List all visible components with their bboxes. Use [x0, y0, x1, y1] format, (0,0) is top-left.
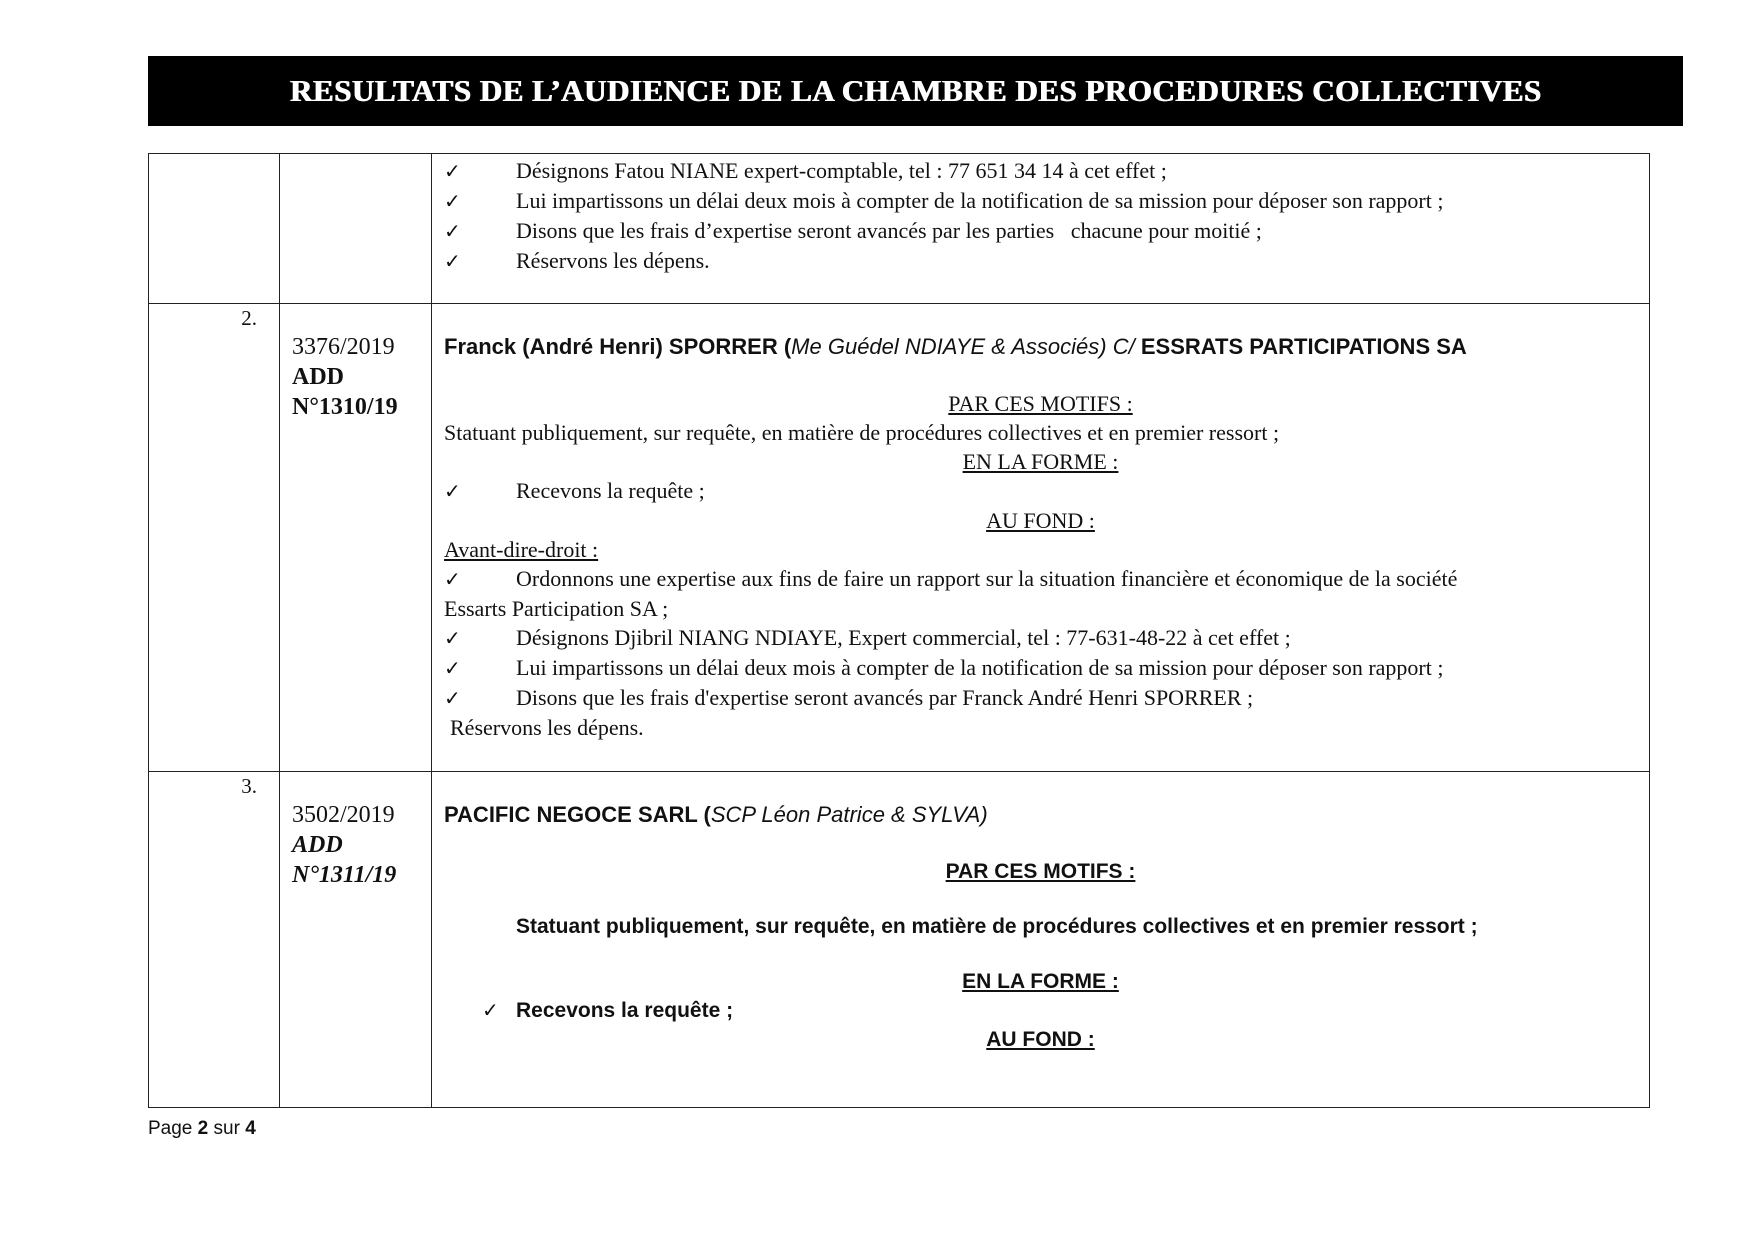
- row-ref-cell: [280, 772, 432, 1108]
- check-icon: ✓: [444, 159, 461, 183]
- check-icon: ✓: [444, 249, 461, 273]
- list-item: ✓ Lui impartissons un délai deux mois à compter de la notification de sa mission pour déposer son rapport ;: [444, 653, 1637, 683]
- case-add-number: N°1311/19: [292, 862, 397, 888]
- row-ref-cell: [280, 304, 432, 772]
- forme-heading: EN LA FORME :: [962, 970, 1119, 993]
- table-row: [149, 154, 1650, 304]
- row-content-cell: [432, 772, 1650, 1108]
- reservons-text: Réservons les dépens.: [450, 715, 644, 740]
- statuant-text: Statuant publiquement, sur requête, en matière de procédures collectives et en premier ressort ;: [444, 420, 1280, 445]
- case-add-number: N°1310/19: [292, 394, 398, 420]
- forme-heading: EN LA FORME :: [962, 449, 1119, 474]
- page-footer: Page 2 sur 4: [148, 1118, 256, 1139]
- party-line: Franck (André Henri) SPORRER (Me Guédel NDIAYE & Associés) C/ ESSRATS PARTICIPATIONS SA: [444, 334, 1467, 359]
- list-item: ✓ Ordonnons une expertise aux fins de faire un rapport sur la situation financière et économique de la société: [444, 564, 1637, 594]
- row-ref-cell: [280, 154, 432, 304]
- row-number-cell: [149, 772, 280, 1108]
- list-item: ✓ Disons que les frais d'expertise seront avancés par Franck André Henri SPORRER ;: [444, 683, 1637, 713]
- row-number: 3.: [241, 774, 257, 798]
- case-add-label: ADD: [292, 832, 343, 858]
- row-content-cell: [432, 304, 1650, 772]
- list-item: ✓ Réservons les dépens.: [444, 246, 1637, 276]
- check-icon: ✓: [444, 686, 461, 710]
- check-icon: ✓: [444, 656, 461, 680]
- fond-heading: AU FOND :: [986, 508, 1095, 533]
- table-row: [149, 304, 1650, 772]
- fond-heading: AU FOND :: [986, 1028, 1095, 1051]
- motifs-heading: PAR CES MOTIFS :: [945, 860, 1136, 883]
- check-icon: ✓: [444, 567, 461, 591]
- list-item: ✓ Recevons la requête ;: [444, 476, 1637, 506]
- results-table: [148, 153, 1650, 1108]
- page-banner: [148, 56, 1683, 126]
- table-row: [149, 772, 1650, 1108]
- case-number: 3502/2019: [292, 802, 395, 828]
- check-icon: ✓: [482, 998, 499, 1022]
- row-number-cell: [149, 154, 280, 304]
- row-number: 2.: [241, 306, 257, 330]
- check-icon: ✓: [444, 189, 461, 213]
- avant-dire-droit: Avant-dire-droit :: [444, 537, 599, 562]
- case-number: 3376/2019: [292, 334, 395, 360]
- row-number-cell: [149, 304, 280, 772]
- banner-title: RESULTATS DE L’AUDIENCE DE LA CHAMBRE DES PROCEDURES COLLECTIVES: [289, 73, 1542, 108]
- list-item: ✓ Lui impartissons un délai deux mois à compter de la notification de sa mission pour déposer son rapport ;: [444, 186, 1637, 216]
- list-item: ✓ Désignons Fatou NIANE expert-comptable, tel : 77 651 34 14 à cet effet ;: [444, 156, 1637, 186]
- check-icon: ✓: [444, 219, 461, 243]
- motifs-heading: PAR CES MOTIFS :: [948, 391, 1133, 416]
- case-add-label: ADD: [292, 364, 344, 390]
- total-pages: 4: [245, 1118, 256, 1139]
- check-icon: ✓: [444, 479, 461, 503]
- row-content-cell: [432, 154, 1650, 304]
- statuant-text: Statuant publiquement, sur requête, en matière de procédures collectives et en premier ressort ;: [516, 915, 1478, 938]
- list-item: ✓ Désignons Djibril NIANG NDIAYE, Expert commercial, tel : 77-631-48-22 à cet effet ;: [444, 623, 1637, 653]
- list-item: ✓ Recevons la requête ;: [444, 996, 1637, 1025]
- list-item-continuation: Essarts Participation SA ;: [444, 596, 669, 621]
- check-icon: ✓: [444, 626, 461, 650]
- current-page: 2: [197, 1118, 209, 1139]
- list-item: ✓ Disons que les frais d’expertise seront avancés par les parties chacune pour moitié ;: [444, 216, 1637, 246]
- party-line: PACIFIC NEGOCE SARL (SCP Léon Patrice & SYLVA): [444, 802, 988, 827]
